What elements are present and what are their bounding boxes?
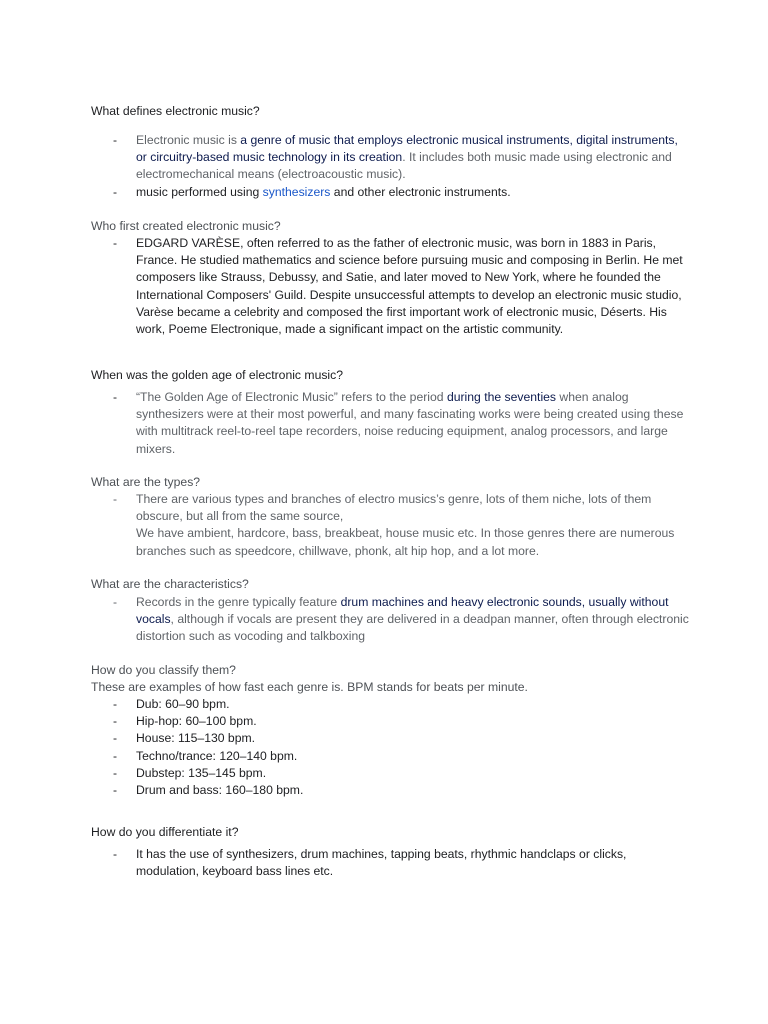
list-creator — [91, 235, 691, 338]
text-segment: There are various types and branches of electro musics’s genre, lots of them niche, lots of them obscure, but all from the same source, — [136, 492, 652, 524]
text-segment: , although if vocals are present they are delivered in a deadpan manner, often through electronic distortion such as vocoding and talkboxing — [136, 612, 689, 644]
bullet-dash: - — [113, 390, 118, 404]
bullet-dash: - — [113, 783, 118, 798]
bullet-dash: - — [113, 731, 118, 746]
list-item — [91, 730, 691, 747]
list-item — [91, 594, 691, 646]
bpm-item: Drum and bass: 160–180 bpm. — [136, 783, 304, 798]
question-differentiate: How do you differentiate it? — [91, 825, 239, 839]
bullet-dash: - — [113, 714, 118, 729]
bpm-item: Dub: 60–90 bpm. — [136, 697, 230, 711]
bullet-dash: - — [113, 595, 118, 609]
list-item — [91, 765, 691, 782]
list-item — [91, 846, 691, 880]
bullet-dash: - — [113, 765, 118, 780]
text-segment: . It includes both music made using electronic and electromechanical means (electroacoustic music). — [136, 150, 672, 182]
highlighted-text: drum machines and heavy electronic sounds, usually without vocals — [136, 595, 669, 627]
text-segment: music performed using — [136, 184, 263, 199]
text-segment: It has the use of synthesizers, drum machines, tapping beats, rhythmic handclaps or clicks, modulation, keyboard bass lines etc. — [136, 847, 627, 879]
question-types: What are the types? — [91, 475, 201, 489]
bullet-dash: - — [113, 748, 118, 763]
list-bpm — [91, 696, 691, 799]
question-who-first: Who first created electronic music? — [91, 219, 281, 233]
list-item — [91, 782, 691, 799]
synthesizers-link[interactable]: synthesizers — [262, 184, 331, 199]
text-segment: Records in the genre typically feature — [136, 595, 341, 609]
highlighted-text: a genre of music that employs electronic musical instruments, digital instruments, or circuitry-based music technology in its creation — [136, 133, 678, 165]
list-item — [91, 491, 691, 560]
list-item — [91, 235, 691, 338]
list-item — [91, 713, 691, 730]
bullet-dash: - — [113, 492, 118, 506]
text-segment: Electronic music is — [136, 133, 241, 147]
text-segment: We have ambient, hardcore, bass, breakbeat, house music etc. In those genres there are numerous branches such as speedcore, chillwave, phonk, alt hip hop, and a lot more. — [136, 526, 675, 558]
text-segment: and other electronic instruments. — [330, 184, 511, 199]
classify-intro: These are examples of how fast each genre is. BPM stands for beats per minute. — [91, 680, 528, 694]
list-differentiate — [91, 846, 691, 880]
list-definitions — [91, 132, 691, 201]
bpm-item: Dubstep: 135–145 bpm. — [136, 765, 267, 780]
highlighted-text: during the seventies — [446, 390, 557, 404]
list-item — [91, 389, 691, 458]
bullet-dash: - — [113, 133, 118, 147]
bullet-dash: - — [113, 847, 118, 861]
text-segment: “The Golden Age of Electronic Music” refers to the period — [136, 390, 447, 404]
bpm-item: Techno/trance: 120–140 bpm. — [136, 748, 298, 763]
list-characteristics — [91, 594, 691, 646]
list-golden-age — [91, 389, 691, 458]
bullet-dash: - — [113, 236, 118, 250]
bullet-dash: - — [113, 184, 118, 199]
list-item — [91, 184, 691, 201]
list-item — [91, 132, 691, 184]
list-item — [91, 748, 691, 765]
bullet-dash: - — [113, 697, 118, 711]
list-item — [91, 696, 691, 713]
question-classify: How do you classify them? — [91, 663, 236, 677]
text-segment: when analog synthesizers were at their most powerful, and many fascinating works were being created using these with multitrack reel-to-reel tape recorders, noise reducing equipment, analog processors, and large mixers. — [136, 390, 684, 456]
question-golden-age: When was the golden age of electronic music? — [91, 368, 344, 382]
question-characteristics: What are the characteristics? — [91, 577, 249, 591]
list-types — [91, 491, 691, 560]
bpm-item: House: 115–130 bpm. — [136, 731, 256, 746]
bpm-item: Hip-hop: 60–100 bpm. — [136, 714, 257, 729]
text-segment: EDGARD VARÈSE, often referred to as the father of electronic music, was born in 1883 in Paris, France. He studied mathematics and science before pursuing music and composing in Berlin. He met composers like Strauss, Debussy, and Satie, and later moved to New York, where he founded the International Composers' Guild. Despite unsuccessful attempts to develop an electronic music studio, Varèse became a celebrity and composed the first important work of electronic music, Déserts. His work, Poeme Electronique, made a significant impact on the artistic community. — [136, 236, 683, 337]
question-what-defines: What defines electronic music? — [91, 104, 260, 118]
